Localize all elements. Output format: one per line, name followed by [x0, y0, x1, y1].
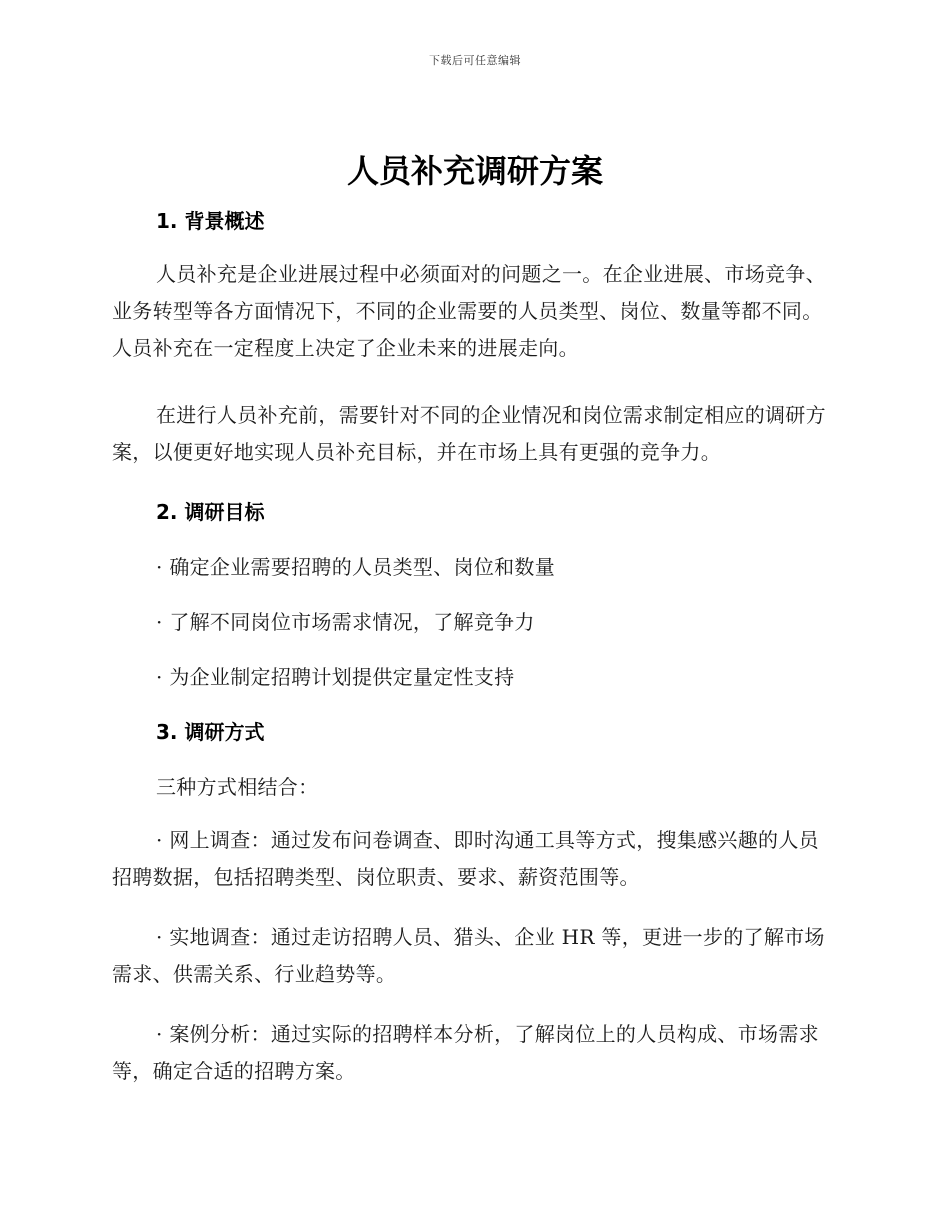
list-item-goal-2: · 了解不同岗位市场需求情况，了解竞争力 [156, 610, 535, 634]
section-heading-methods: 3. 调研方式 [156, 720, 265, 744]
methods-intro: 三种方式相结合： [156, 775, 319, 799]
paragraph-background-2: 在进行人员补充前，需要针对不同的企业情况和岗位需求制定相应的调研方案，以便更好地实现人员补充目标，并在市场上具有更强的竞争力。 [112, 403, 826, 464]
header-note: 下载后可任意编辑 [429, 54, 521, 67]
list-item-goal-3: · 为企业制定招聘计划提供定量定性支持 [156, 665, 515, 689]
paragraph-background-1: 人员补充是企业进展过程中必须面对的问题之一。在企业进展、市场竞争、业务转型等各方面情况下，不同的企业需要的人员类型、岗位、数量等都不同。人员补充在一定程度上决定了企业未来的进展走向。 [112, 262, 826, 360]
list-item-method-case: · 案例分析：通过实际的招聘样本分析，了解岗位上的人员构成、市场需求等，确定合适的招聘方案。 [112, 1022, 819, 1083]
list-item-method-online: · 网上调查：通过发布问卷调查、即时沟通工具等方式，搜集感兴趣的人员招聘数据，包括招聘类型、岗位职责、要求、薪资范围等。 [112, 828, 819, 889]
document-title: 人员补充调研方案 [346, 152, 603, 190]
list-item-goal-1: · 确定企业需要招聘的人员类型、岗位和数量 [156, 555, 556, 579]
list-item-method-field: · 实地调查：通过走访招聘人员、猎头、企业 HR 等，更进一步的了解市场需求、供需关系、行业趋势等。 [112, 925, 825, 986]
section-heading-goals: 2. 调研目标 [156, 500, 265, 524]
section-heading-background: 1. 背景概述 [156, 209, 265, 233]
